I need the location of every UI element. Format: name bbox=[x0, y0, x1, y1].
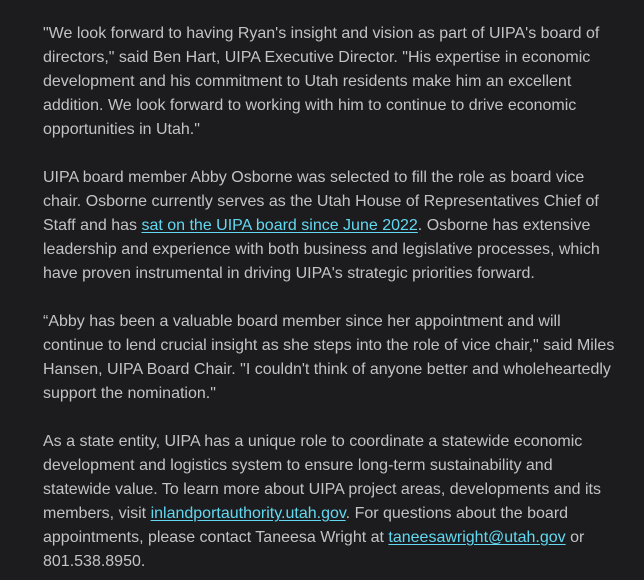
uipa-contact-text-start: As a state entity, UIPA has a unique role to coordinate a statewide economic development and logistics system to ensure long-term sustainability and statewide value. To learn more about UIPA project areas, developments and its members, visit bbox=[43, 433, 601, 522]
quote-miles-hansen-text: “Abby has been a valuable board member since her appointment and will continue to lend crucial insight as she steps into the role of vice chair," said Miles Hansen, UIPA Board Chair. "I couldn't think of anyone better and wholeheartedly support the nomination." bbox=[43, 313, 615, 402]
quote-miles-hansen-paragraph bbox=[43, 310, 618, 406]
quote-ben-hart-paragraph bbox=[43, 22, 618, 142]
quote-ben-hart-text: "We look forward to having Ryan's insight and vision as part of UIPA's board of directors," said Ben Hart, UIPA Executive Director. "His expertise in economic development and his commitment to Utah residents make him an excellent addition. We look forward to working with him to continue to drive economic opportunities in Utah." bbox=[43, 25, 600, 138]
abby-osborne-paragraph bbox=[43, 166, 618, 286]
uipa-contact-text-end: or 801.538.8950. bbox=[43, 529, 585, 570]
uipa-board-since-link[interactable]: sat on the UIPA board since June 2022 bbox=[141, 217, 418, 234]
uipa-website-link[interactable]: inlandportauthority.utah.gov bbox=[150, 505, 346, 522]
abby-osborne-text-start: UIPA board member Abby Osborne was selected to fill the role as board vice chair. Osborne currently serves as the Utah House of Representatives Chief of Staff and has bbox=[43, 169, 599, 234]
abby-osborne-text-end: . Osborne has extensive leadership and experience with both business and legislative processes, which have proven instrumental in driving UIPA's strategic priorities forward. bbox=[43, 217, 600, 282]
uipa-contact-text-middle: . For questions about the board appointments, please contact Taneesa Wright at bbox=[43, 505, 569, 546]
contact-email-link[interactable]: taneesawright@utah.gov bbox=[388, 529, 566, 546]
uipa-contact-paragraph bbox=[43, 430, 618, 574]
